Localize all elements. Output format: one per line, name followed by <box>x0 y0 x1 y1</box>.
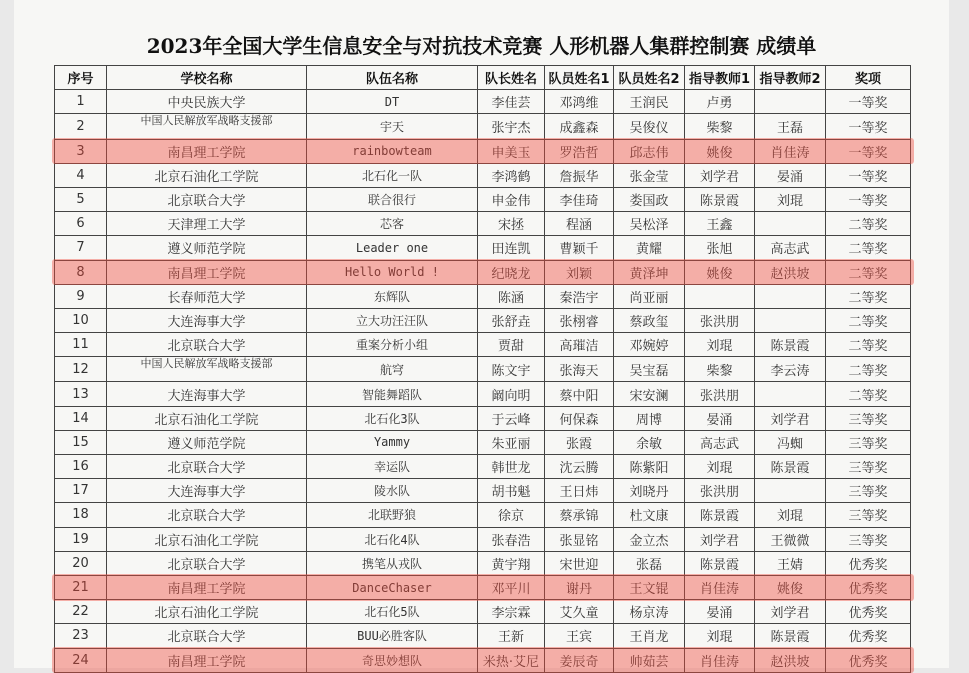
row-number-cell: 2 <box>55 114 107 139</box>
advisor-1-name-cell: 张洪朋 <box>685 382 755 406</box>
captain-name-cell: 王新 <box>478 624 545 648</box>
advisor-1-name-cell: 肖佳涛 <box>685 575 755 599</box>
table-row <box>55 624 911 648</box>
row-number-cell: 10 <box>55 308 107 332</box>
row-number-cell: 22 <box>55 600 107 624</box>
member-2-name-cell: 张金莹 <box>614 163 685 187</box>
school-name-cell: 大连海事大学 <box>107 479 307 503</box>
row-number-cell: 14 <box>55 406 107 430</box>
award-cell: 三等奖 <box>826 430 911 454</box>
advisor-1-name-cell: 张旭 <box>685 236 755 260</box>
table-row <box>55 236 911 260</box>
advisor-1-name-cell: 肖佳涛 <box>685 648 755 672</box>
advisor-2-name-cell: 陈景霞 <box>755 455 826 479</box>
row-number-cell: 12 <box>55 357 107 382</box>
advisor-2-name-cell: 冯蜘 <box>755 430 826 454</box>
advisor-2-name-cell: 赵洪坡 <box>755 260 826 284</box>
advisor-1-name-cell: 张洪朋 <box>685 479 755 503</box>
award-cell: 一等奖 <box>826 90 911 114</box>
award-cell: 优秀奖 <box>826 624 911 648</box>
row-number-cell: 5 <box>55 187 107 211</box>
school-name-cell: 中国人民解放军战略支援部 <box>107 114 307 139</box>
member-1-name-cell: 张海天 <box>545 357 614 382</box>
advisor-2-name-cell: 刘琨 <box>755 503 826 527</box>
advisor-2-name-cell: 王微微 <box>755 527 826 551</box>
table-row <box>55 212 911 236</box>
table-row <box>55 503 911 527</box>
row-number-cell: 13 <box>55 382 107 406</box>
advisor-2-name-cell: 刘琨 <box>755 187 826 211</box>
member-1-name-cell: 谢丹 <box>545 575 614 599</box>
advisor-1-name-cell: 姚俊 <box>685 139 755 163</box>
award-cell: 优秀奖 <box>826 575 911 599</box>
table-row <box>55 260 911 284</box>
member-1-name-cell: 姜辰奇 <box>545 648 614 672</box>
advisor-2-name-cell: 刘学君 <box>755 600 826 624</box>
team-name-cell: 北石化一队 <box>307 163 478 187</box>
captain-name-cell: 李鸿鹤 <box>478 163 545 187</box>
advisor-1-name-cell: 刘琨 <box>685 455 755 479</box>
school-name-cell: 中国人民解放军战略支援部 <box>107 357 307 382</box>
award-cell: 一等奖 <box>826 139 911 163</box>
advisor-1-name-cell: 晏涌 <box>685 406 755 430</box>
member-2-name-cell: 杨京涛 <box>614 600 685 624</box>
member-2-name-cell: 宋安澜 <box>614 382 685 406</box>
member-1-name-cell: 宋世迎 <box>545 551 614 575</box>
scoresheet-paper <box>14 0 949 668</box>
member-1-name-cell: 张显铭 <box>545 527 614 551</box>
award-cell: 一等奖 <box>826 163 911 187</box>
row-number-cell: 9 <box>55 284 107 308</box>
team-name-cell: 北联野狼 <box>307 503 478 527</box>
table-row <box>55 357 911 382</box>
school-name-cell: 北京联合大学 <box>107 333 307 357</box>
team-name-cell: 奇思妙想队 <box>307 648 478 672</box>
award-cell: 一等奖 <box>826 114 911 139</box>
member-1-name-cell: 王日炜 <box>545 479 614 503</box>
captain-name-cell: 田连凯 <box>478 236 545 260</box>
advisor-2-name-cell <box>755 284 826 308</box>
school-name-cell: 长春师范大学 <box>107 284 307 308</box>
table-row <box>55 551 911 575</box>
member-1-name-cell: 刘颖 <box>545 260 614 284</box>
advisor-1-name-cell: 高志武 <box>685 430 755 454</box>
team-name-cell: 北石化4队 <box>307 527 478 551</box>
advisor-2-name-cell: 王磊 <box>755 114 826 139</box>
advisor-1-name-cell: 刘琨 <box>685 333 755 357</box>
table-row <box>55 575 911 599</box>
advisor-2-name-cell: 陈景霞 <box>755 333 826 357</box>
captain-name-cell: 阚向明 <box>478 382 545 406</box>
advisor-1-name-cell: 晏涌 <box>685 600 755 624</box>
member-2-name-cell: 吴松泽 <box>614 212 685 236</box>
member-1-name-cell: 罗浩哲 <box>545 139 614 163</box>
member-2-name-cell: 陈紫阳 <box>614 455 685 479</box>
advisor-1-name-cell: 陈景霞 <box>685 187 755 211</box>
member-1-name-cell: 邓鸿维 <box>545 90 614 114</box>
captain-name-cell: 徐京 <box>478 503 545 527</box>
advisor-2-name-cell: 晏涌 <box>755 163 826 187</box>
header-cell: 队员姓名1 <box>545 66 614 90</box>
table-row <box>55 479 911 503</box>
advisor-1-name-cell: 王鑫 <box>685 212 755 236</box>
advisor-1-name-cell: 陈景霞 <box>685 551 755 575</box>
member-2-name-cell: 杜文康 <box>614 503 685 527</box>
advisor-2-name-cell: 刘学君 <box>755 406 826 430</box>
table-row <box>55 600 911 624</box>
row-number-cell: 15 <box>55 430 107 454</box>
member-2-name-cell: 王肖龙 <box>614 624 685 648</box>
member-1-name-cell: 张霞 <box>545 430 614 454</box>
advisor-1-name-cell: 卢勇 <box>685 90 755 114</box>
school-name-cell: 中央民族大学 <box>107 90 307 114</box>
school-name-cell: 北京石油化工学院 <box>107 163 307 187</box>
table-row <box>55 455 911 479</box>
member-2-name-cell: 周博 <box>614 406 685 430</box>
advisor-1-name-cell: 柴黎 <box>685 114 755 139</box>
captain-name-cell: 张宇杰 <box>478 114 545 139</box>
advisor-2-name-cell <box>755 479 826 503</box>
member-1-name-cell: 詹振华 <box>545 163 614 187</box>
table-row <box>55 90 911 114</box>
member-2-name-cell: 吴宝磊 <box>614 357 685 382</box>
header-cell: 队长姓名 <box>478 66 545 90</box>
captain-name-cell: 纪晓龙 <box>478 260 545 284</box>
school-name-cell: 北京联合大学 <box>107 455 307 479</box>
table-row <box>55 308 911 332</box>
school-name-cell: 北京石油化工学院 <box>107 527 307 551</box>
results-body <box>55 90 911 673</box>
award-cell: 一等奖 <box>826 187 911 211</box>
advisor-2-name-cell <box>755 382 826 406</box>
advisor-2-name-cell: 高志武 <box>755 236 826 260</box>
row-number-cell: 7 <box>55 236 107 260</box>
row-number-cell: 1 <box>55 90 107 114</box>
header-cell: 奖项 <box>826 66 911 90</box>
advisor-1-name-cell: 刘学君 <box>685 527 755 551</box>
team-name-cell: 携笔从戎队 <box>307 551 478 575</box>
team-name-cell: Leader one <box>307 236 478 260</box>
member-1-name-cell: 程涵 <box>545 212 614 236</box>
header-cell: 指导教师2 <box>755 66 826 90</box>
advisor-2-name-cell: 赵洪坡 <box>755 648 826 672</box>
header-row <box>55 66 911 90</box>
row-number-cell: 23 <box>55 624 107 648</box>
row-number-cell: 6 <box>55 212 107 236</box>
team-name-cell: 立大功汪汪队 <box>307 308 478 332</box>
award-cell: 三等奖 <box>826 479 911 503</box>
member-2-name-cell: 余敏 <box>614 430 685 454</box>
team-name-cell: 芯客 <box>307 212 478 236</box>
team-name-cell: rainbowteam <box>307 139 478 163</box>
team-name-cell: 航穹 <box>307 357 478 382</box>
member-2-name-cell: 吴俊仪 <box>614 114 685 139</box>
team-name-cell: 智能舞蹈队 <box>307 382 478 406</box>
captain-name-cell: 胡书魁 <box>478 479 545 503</box>
member-1-name-cell: 李佳琦 <box>545 187 614 211</box>
award-cell: 二等奖 <box>826 333 911 357</box>
advisor-2-name-cell: 李云涛 <box>755 357 826 382</box>
award-cell: 优秀奖 <box>826 648 911 672</box>
school-name-cell: 南昌理工学院 <box>107 575 307 599</box>
team-name-cell: Hello World ! <box>307 260 478 284</box>
captain-name-cell: 于云峰 <box>478 406 545 430</box>
member-1-name-cell: 王宾 <box>545 624 614 648</box>
row-number-cell: 11 <box>55 333 107 357</box>
captain-name-cell: 黄宇翔 <box>478 551 545 575</box>
advisor-2-name-cell: 姚俊 <box>755 575 826 599</box>
school-name-cell: 大连海事大学 <box>107 382 307 406</box>
member-2-name-cell: 黄耀 <box>614 236 685 260</box>
row-number-cell: 21 <box>55 575 107 599</box>
team-name-cell: 北石化3队 <box>307 406 478 430</box>
captain-name-cell: 宋拯 <box>478 212 545 236</box>
team-name-cell: 陵水队 <box>307 479 478 503</box>
award-cell: 优秀奖 <box>826 551 911 575</box>
award-cell: 二等奖 <box>826 236 911 260</box>
award-cell: 三等奖 <box>826 455 911 479</box>
header-cell: 序号 <box>55 66 107 90</box>
award-cell: 二等奖 <box>826 284 911 308</box>
header-cell: 队员姓名2 <box>614 66 685 90</box>
advisor-1-name-cell: 柴黎 <box>685 357 755 382</box>
member-1-name-cell: 张栩睿 <box>545 308 614 332</box>
member-1-name-cell: 蔡中阳 <box>545 382 614 406</box>
member-2-name-cell: 黄泽坤 <box>614 260 685 284</box>
team-name-cell: DanceChaser <box>307 575 478 599</box>
captain-name-cell: 韩世龙 <box>478 455 545 479</box>
member-1-name-cell: 何保森 <box>545 406 614 430</box>
advisor-1-name-cell <box>685 284 755 308</box>
award-cell: 三等奖 <box>826 527 911 551</box>
table-row <box>55 382 911 406</box>
captain-name-cell: 陈涵 <box>478 284 545 308</box>
team-name-cell: 宇天 <box>307 114 478 139</box>
member-2-name-cell: 蔡政玺 <box>614 308 685 332</box>
school-name-cell: 北京石油化工学院 <box>107 406 307 430</box>
captain-name-cell: 贾甜 <box>478 333 545 357</box>
team-name-cell: 北石化5队 <box>307 600 478 624</box>
advisor-2-name-cell: 王婧 <box>755 551 826 575</box>
advisor-2-name-cell: 肖佳涛 <box>755 139 826 163</box>
school-name-cell: 北京联合大学 <box>107 503 307 527</box>
row-number-cell: 17 <box>55 479 107 503</box>
school-name-cell: 北京联合大学 <box>107 187 307 211</box>
captain-name-cell: 张春浩 <box>478 527 545 551</box>
captain-name-cell: 朱亚丽 <box>478 430 545 454</box>
row-number-cell: 8 <box>55 260 107 284</box>
table-row <box>55 114 911 139</box>
school-name-cell: 遵义师范学院 <box>107 236 307 260</box>
member-1-name-cell: 沈云腾 <box>545 455 614 479</box>
table-row <box>55 333 911 357</box>
school-name-cell: 北京联合大学 <box>107 624 307 648</box>
member-1-name-cell: 蔡承锦 <box>545 503 614 527</box>
header-cell: 学校名称 <box>107 66 307 90</box>
results-table <box>54 65 911 673</box>
member-2-name-cell: 娄国政 <box>614 187 685 211</box>
member-1-name-cell: 艾久童 <box>545 600 614 624</box>
school-name-cell: 北京石油化工学院 <box>107 600 307 624</box>
captain-name-cell: 米热·艾尼 <box>478 648 545 672</box>
team-name-cell: Yammy <box>307 430 478 454</box>
member-2-name-cell: 刘晓丹 <box>614 479 685 503</box>
award-cell: 优秀奖 <box>826 600 911 624</box>
award-cell: 二等奖 <box>826 382 911 406</box>
school-name-cell: 南昌理工学院 <box>107 139 307 163</box>
member-2-name-cell: 张磊 <box>614 551 685 575</box>
table-row <box>55 648 911 672</box>
award-cell: 二等奖 <box>826 260 911 284</box>
captain-name-cell: 张舒垚 <box>478 308 545 332</box>
row-number-cell: 24 <box>55 648 107 672</box>
team-name-cell: 东辉队 <box>307 284 478 308</box>
school-name-cell: 天津理工大学 <box>107 212 307 236</box>
table-row <box>55 406 911 430</box>
team-name-cell: 联合很行 <box>307 187 478 211</box>
member-2-name-cell: 金立杰 <box>614 527 685 551</box>
advisor-2-name-cell: 陈景霞 <box>755 624 826 648</box>
advisor-1-name-cell: 张洪朋 <box>685 308 755 332</box>
row-number-cell: 18 <box>55 503 107 527</box>
member-1-name-cell: 成鑫森 <box>545 114 614 139</box>
award-cell: 二等奖 <box>826 357 911 382</box>
award-cell: 三等奖 <box>826 406 911 430</box>
row-number-cell: 4 <box>55 163 107 187</box>
advisor-1-name-cell: 刘学君 <box>685 163 755 187</box>
advisor-2-name-cell <box>755 212 826 236</box>
school-name-cell: 遵义师范学院 <box>107 430 307 454</box>
header-cell: 指导教师1 <box>685 66 755 90</box>
team-name-cell: 重案分析小组 <box>307 333 478 357</box>
advisor-1-name-cell: 陈景霞 <box>685 503 755 527</box>
team-name-cell: 幸运队 <box>307 455 478 479</box>
member-2-name-cell: 王润民 <box>614 90 685 114</box>
table-row <box>55 284 911 308</box>
member-1-name-cell: 秦浩宇 <box>545 284 614 308</box>
school-name-cell: 南昌理工学院 <box>107 648 307 672</box>
member-2-name-cell: 帅茹芸 <box>614 648 685 672</box>
captain-name-cell: 邓平川 <box>478 575 545 599</box>
row-number-cell: 16 <box>55 455 107 479</box>
captain-name-cell: 李宗霖 <box>478 600 545 624</box>
advisor-1-name-cell: 姚俊 <box>685 260 755 284</box>
row-number-cell: 20 <box>55 551 107 575</box>
school-name-cell: 北京联合大学 <box>107 551 307 575</box>
member-1-name-cell: 曹颖千 <box>545 236 614 260</box>
captain-name-cell: 李佳芸 <box>478 90 545 114</box>
member-1-name-cell: 高璀洁 <box>545 333 614 357</box>
row-number-cell: 3 <box>55 139 107 163</box>
header-cell: 队伍名称 <box>307 66 478 90</box>
row-number-cell: 19 <box>55 527 107 551</box>
team-name-cell: BUU必胜客队 <box>307 624 478 648</box>
table-row <box>55 527 911 551</box>
document-title: 2023年全国大学生信息安全与对抗技术竞赛 人形机器人集群控制赛 成绩单 <box>146 34 817 58</box>
table-row <box>55 163 911 187</box>
advisor-1-name-cell: 刘琨 <box>685 624 755 648</box>
captain-name-cell: 陈文宇 <box>478 357 545 382</box>
member-2-name-cell: 尚亚丽 <box>614 284 685 308</box>
member-2-name-cell: 王文锟 <box>614 575 685 599</box>
captain-name-cell: 申金伟 <box>478 187 545 211</box>
captain-name-cell: 申美玉 <box>478 139 545 163</box>
member-2-name-cell: 邓婉婷 <box>614 333 685 357</box>
table-row <box>55 430 911 454</box>
school-name-cell: 南昌理工学院 <box>107 260 307 284</box>
advisor-2-name-cell <box>755 90 826 114</box>
member-2-name-cell: 邱志伟 <box>614 139 685 163</box>
table-row <box>55 187 911 211</box>
table-row <box>55 139 911 163</box>
team-name-cell: DT <box>307 90 478 114</box>
school-name-cell: 大连海事大学 <box>107 308 307 332</box>
award-cell: 二等奖 <box>826 308 911 332</box>
award-cell: 二等奖 <box>826 212 911 236</box>
advisor-2-name-cell <box>755 308 826 332</box>
award-cell: 三等奖 <box>826 503 911 527</box>
